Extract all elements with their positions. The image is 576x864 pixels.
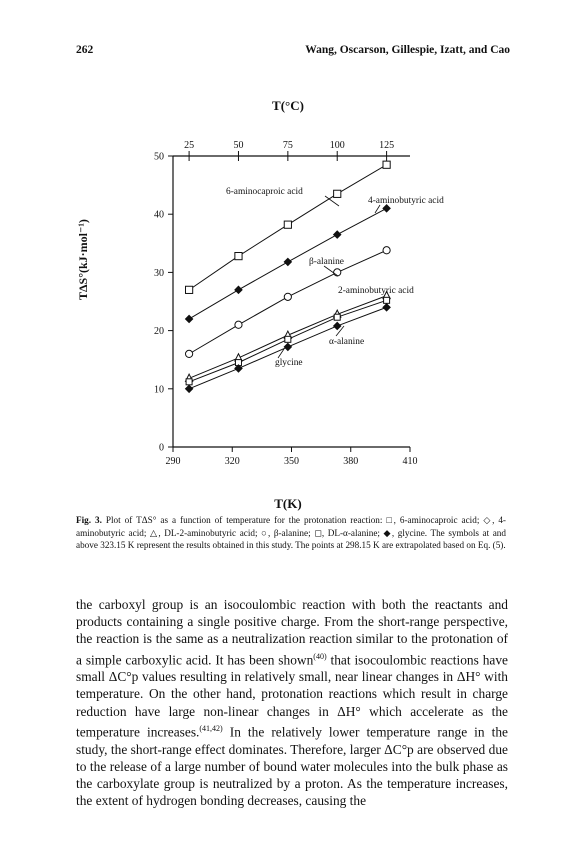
citation-41-42: (41,42) [199, 723, 223, 733]
data-point-series-4 [384, 297, 390, 303]
y-tick-label: 10 [154, 384, 164, 396]
annotation-balanine: β-alanine [309, 257, 344, 267]
data-point-series-5 [284, 343, 291, 350]
data-point-series-1 [334, 231, 341, 238]
data-point-series-0 [235, 253, 242, 260]
bottom-axis-title: T(K) [274, 496, 302, 511]
top-axis-title: T(°C) [272, 98, 304, 113]
data-point-series-0 [284, 221, 291, 228]
caption-label: Fig. 3. [76, 515, 102, 525]
data-point-series-0 [185, 286, 192, 293]
data-point-series-0 [334, 190, 341, 197]
annotation-glycine: glycine [275, 358, 303, 368]
figure-caption [76, 514, 506, 552]
annotation-butyric2: 2-aminobutyric acid [338, 286, 414, 296]
x-tick-label: 380 [343, 456, 359, 467]
y-tick-label: 50 [154, 151, 164, 163]
annotation-caproic: 6-aminocaproic acid [226, 187, 303, 197]
x-tick-label: 290 [165, 456, 181, 467]
data-point-series-2 [334, 269, 341, 276]
data-point-series-1 [284, 258, 291, 265]
x-tick-label: 320 [224, 456, 240, 467]
top-tick-label: 50 [233, 140, 244, 151]
y-tick-label: 0 [159, 442, 164, 454]
caption-text: Plot of TΔS° as a function of temperature for the protonation reaction: □, 6-aminocaproic acid; ◇, 4-aminobutyric acid; △, DL-2-aminobutyric acid; ○, β-alanine; ◻, DL-α-alanine; ◆, glycine. The symbols at and above 323.15 K represent the results obtained in this study. The points at 298.15 K are extrapolated based on Eq. (5). [76, 515, 506, 551]
data-point-series-2 [383, 247, 390, 254]
y-tick-label: 40 [154, 209, 164, 221]
body-text-part-1: the carboxyl group is an isocoulombic reaction with both the reactants and products containing a single positive charge. From the short-range perspective, the reaction is the same as a neutralization reaction similar to the protonation of a simple carboxylic acid. It has been shown [76, 597, 508, 668]
running-header-authors: Wang, Oscarson, Gillespie, Izatt, and Cao [305, 44, 510, 56]
data-point-series-0 [383, 161, 390, 168]
y-axis-title: TΔS°(kJ·mol⁻¹) [76, 219, 90, 300]
data-point-series-5 [185, 385, 192, 392]
body-text-part-2: that isocoulombic reactions have small ΔC°p values resulting in relatively small, near linear changes in ΔH° with temperature. On the other hand, protonation reactions which result in charge reduction have large non-linear changes in ΔH° which accelerate as the temperature increases. [76, 652, 508, 740]
data-point-series-4 [186, 379, 192, 385]
top-tick-label: 100 [329, 140, 345, 151]
page-number: 262 [76, 44, 94, 56]
data-point-series-1 [235, 286, 242, 293]
citation-40: (40) [313, 651, 327, 661]
y-tick-label: 20 [154, 326, 164, 338]
annotation-butyric4: 4-aminobutyric acid [368, 196, 444, 206]
top-tick-label: 75 [282, 140, 293, 151]
body-text-part-3: In the relatively lower temperature range in the study, the short-range effect dominates. Therefore, larger ΔC°p are observed due to the release of a large number of bound water molecules into the bulk phase as the carboxylate group is neutralized by a proton. As the temperature increases, the extent of hydrogen bonding decreases, causing the [76, 724, 508, 809]
data-point-series-2 [185, 350, 192, 357]
data-point-series-2 [284, 293, 291, 300]
data-point-series-2 [235, 321, 242, 328]
data-point-series-5 [383, 304, 390, 311]
top-tick-label: 125 [379, 140, 395, 151]
data-point-series-4 [285, 336, 291, 342]
data-point-series-1 [185, 315, 192, 322]
y-tick-label: 30 [154, 267, 164, 279]
data-point-series-4 [334, 314, 340, 320]
top-tick-label: 25 [184, 140, 195, 151]
x-tick-label: 410 [402, 456, 418, 467]
data-point-series-5 [334, 322, 341, 329]
annotation-aalanine: α-alanine [329, 337, 365, 347]
body-paragraph [76, 596, 508, 809]
x-tick-label: 350 [284, 456, 299, 467]
